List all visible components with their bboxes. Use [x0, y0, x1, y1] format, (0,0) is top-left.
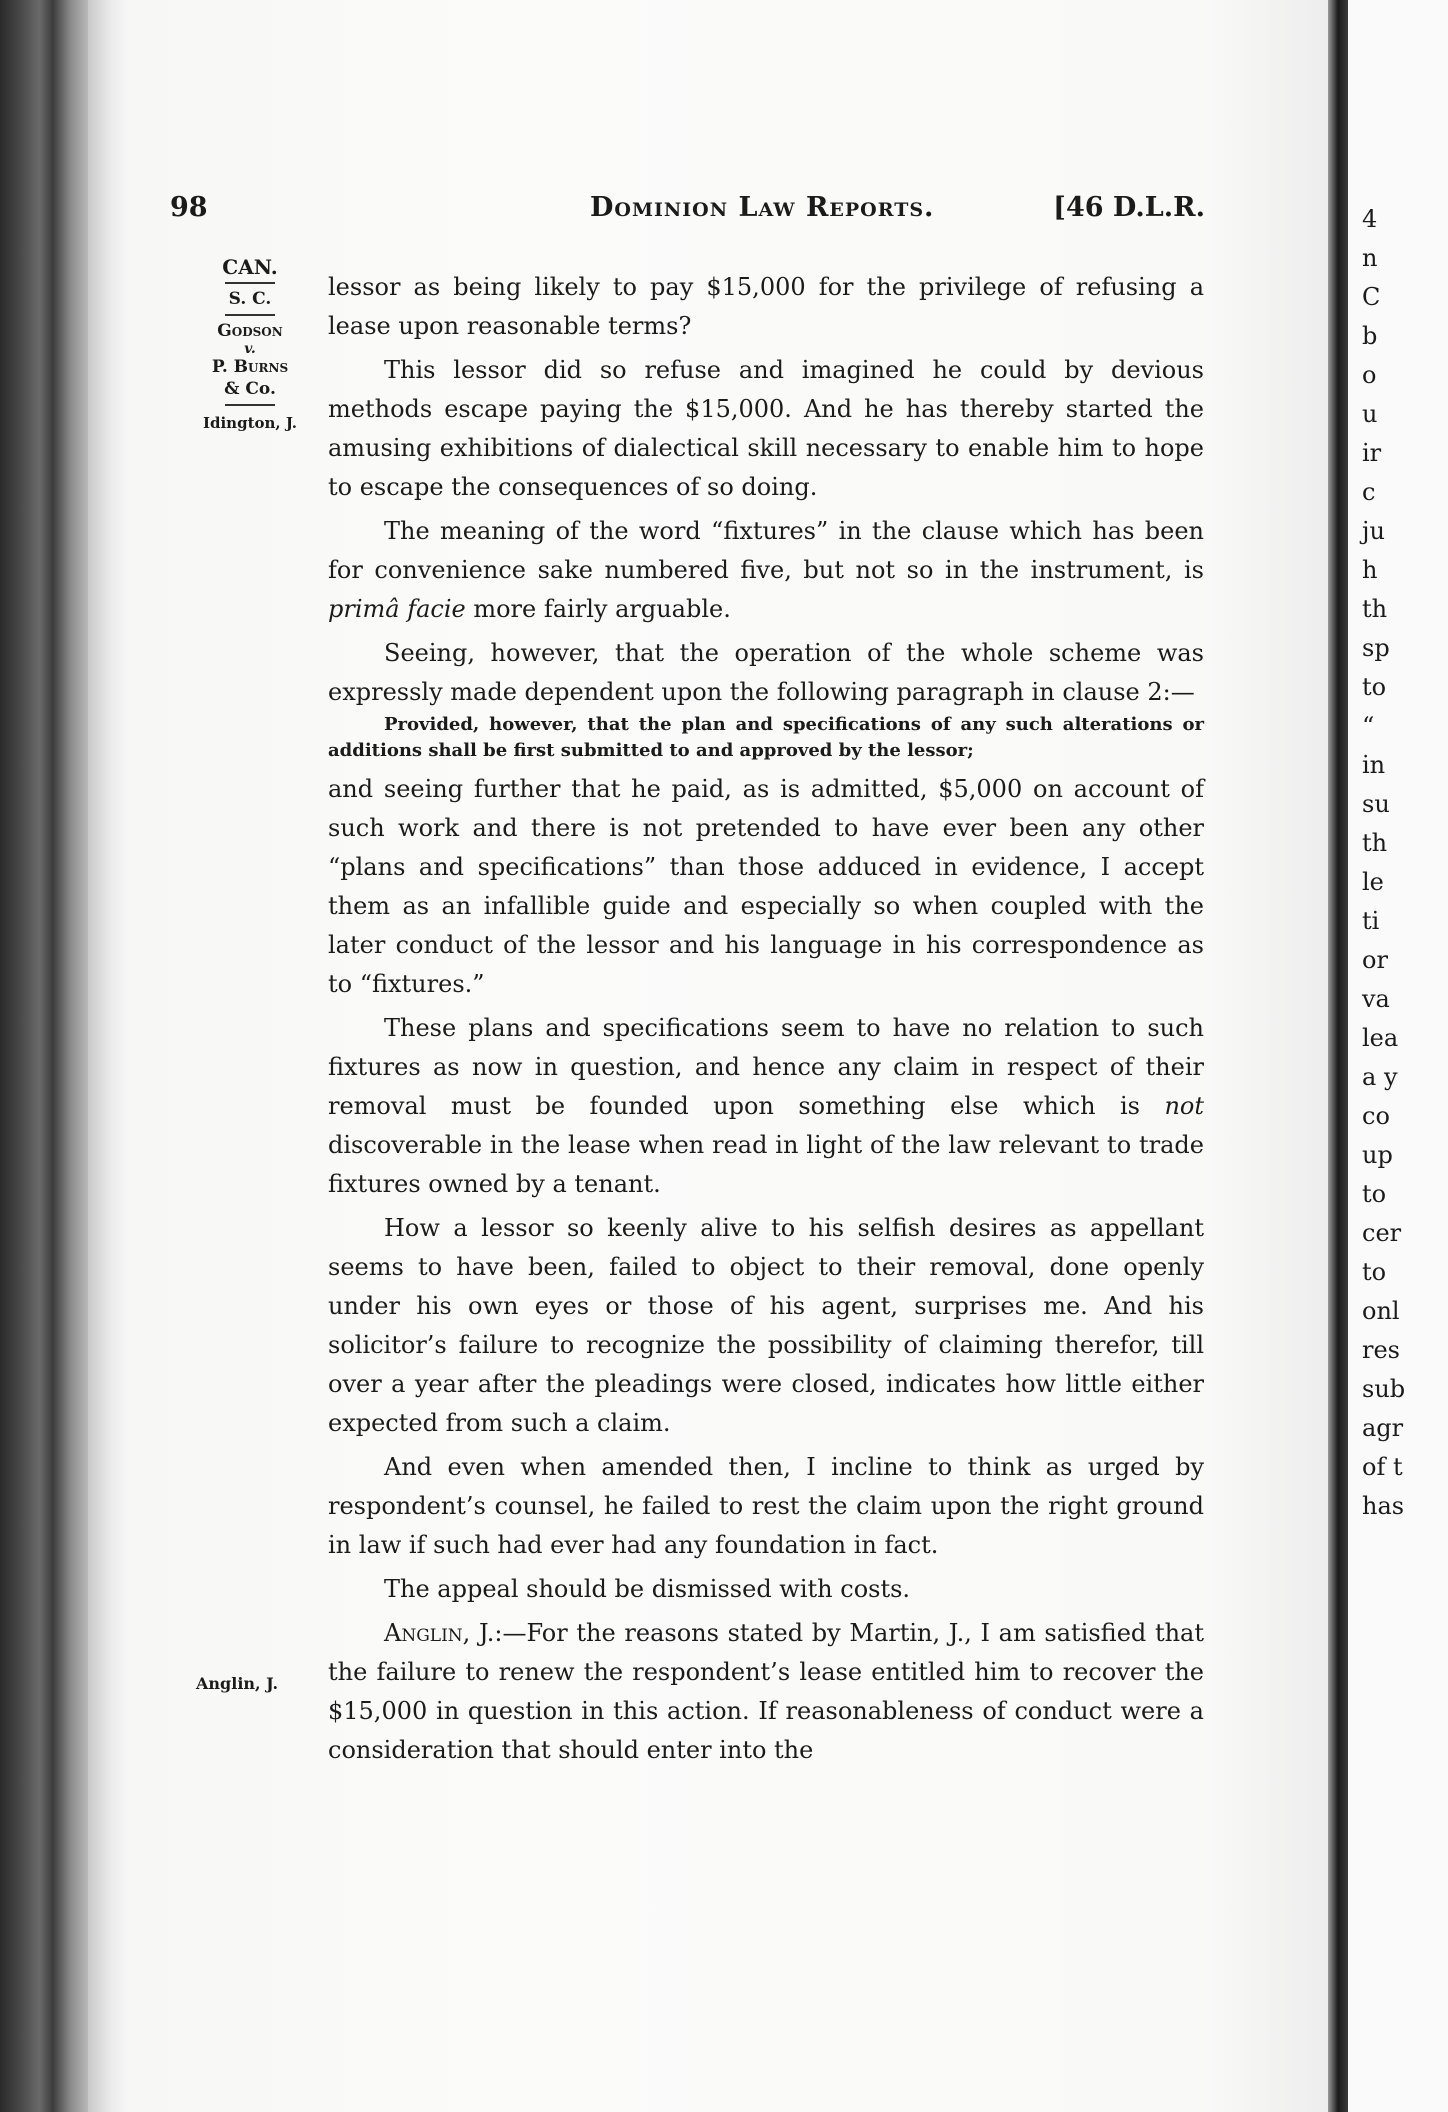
- facing-page-fragment: res: [1362, 1336, 1400, 1364]
- facing-page-fragment: “: [1362, 712, 1375, 740]
- paragraph: This lessor did so refuse and imagined he could by devious methods escape paying the $15,000. And he has thereby started the amusing exhibitions of dialectical skill necessary to enable him to hope to escape the consequences of so doing.: [328, 356, 1204, 501]
- paragraph: Seeing, however, that the operation of the whole scheme was expressly made dependent upon the following paragraph in clause 2:—: [328, 639, 1204, 706]
- paragraph: These plans and specifications seem to have no relation to such fixtures as now in question, and hence any claim in respect of their removal must be founded upon something else which is not discoverable in the lease when read in light of the law relevant to trade fixtures owned by a tenant.: [328, 1014, 1204, 1198]
- facing-page-fragment: agr: [1362, 1414, 1404, 1442]
- facing-page-fragment: u: [1362, 400, 1378, 428]
- facing-page-fragment: th: [1362, 595, 1388, 623]
- judgment-text: [328, 268, 1204, 1770]
- facing-page-fragment: sp: [1362, 634, 1390, 662]
- facing-page-fragment: n: [1362, 244, 1378, 272]
- margin-court: S. C.: [228, 289, 272, 309]
- paragraph: Anglin, J.:—For the reasons stated by Martin, J., I am satisfied that the failure to renew the respondent’s lease entitled him to recover the $15,000 in question in this action. If reasonableness of conduct were a consideration that should enter into the: [328, 1619, 1204, 1764]
- facing-page-fragment: in: [1362, 751, 1386, 779]
- paragraph: The meaning of the word “fixtures” in the clause which has been for convenience sake numbered five, but not so in the instrument, is primâ facie more fairly arguable.: [328, 517, 1204, 623]
- margin-rule: [225, 282, 275, 284]
- facing-page-fragment: th: [1362, 829, 1388, 857]
- facing-page-fragment: to: [1362, 673, 1387, 701]
- book-gutter: [1328, 0, 1348, 2112]
- facing-page-fragments: [1362, 200, 1405, 1526]
- page-number: 98: [170, 192, 208, 223]
- facing-page-fragment: c: [1362, 478, 1376, 506]
- page-curl-shadow: [88, 0, 128, 2112]
- facing-page-fragment: ju: [1362, 517, 1385, 545]
- paragraph: How a lessor so keenly alive to his selfish desires as appellant seems to have been, failed to object to their removal, done openly under his own eyes or those of his agent, surprises me. And his solicitor’s failure to recognize the possibility of claiming therefor, till over a year after the pleadings were closed, indicates how little either expected from such a claim.: [328, 1214, 1204, 1437]
- facing-page-fragment: a y: [1362, 1063, 1398, 1091]
- paragraph: lessor as being likely to pay $15,000 for the privilege of refusing a lease upon reasonable terms?: [328, 273, 1204, 340]
- margin-judge-2: Anglin, J.: [196, 1674, 279, 1693]
- facing-page-fragment: or: [1362, 946, 1388, 974]
- margin-judge: Idington, J.: [202, 414, 298, 432]
- volume-reference: [46 D.L.R.: [1053, 192, 1205, 223]
- margin-party-2a: P. Burns: [211, 357, 289, 377]
- facing-page-fragment: b: [1362, 322, 1378, 350]
- facing-page-fragment: o: [1362, 361, 1377, 389]
- facing-page-fragment: onl: [1362, 1297, 1400, 1325]
- margin-rule: [225, 314, 275, 316]
- facing-page-fragment: to: [1362, 1258, 1387, 1286]
- facing-page-fragment: le: [1362, 868, 1384, 896]
- facing-page-fragment: lea: [1362, 1024, 1399, 1052]
- facing-page-fragment: of t: [1362, 1453, 1403, 1481]
- facing-page-fragment: ir: [1362, 439, 1382, 467]
- margin-rule: [225, 404, 275, 406]
- facing-page-fragment: cer: [1362, 1219, 1402, 1247]
- block-quote: Provided, however, that the plan and specifications of any such alterations or additions shall be first submitted to and approved by the lessor;: [328, 714, 1204, 761]
- facing-page-fragment: C: [1362, 283, 1381, 311]
- paragraph: And even when amended then, I incline to think as urged by respondent’s counsel, he failed to rest the claim upon the right ground in law if such had ever had any foundation in fact.: [328, 1453, 1204, 1559]
- facing-page-fragment: va: [1362, 985, 1390, 1013]
- facing-page-fragment: 4: [1362, 205, 1378, 233]
- running-title: Dominion Law Reports.: [590, 192, 935, 223]
- paragraph: The appeal should be dismissed with costs.: [384, 1575, 911, 1603]
- facing-page-fragment: sub: [1362, 1375, 1406, 1403]
- facing-page-fragment: ti: [1362, 907, 1380, 935]
- margin-party-2b: & Co.: [224, 379, 276, 399]
- facing-page-fragment: h: [1362, 556, 1378, 584]
- paragraph: and seeing further that he paid, as is admitted, $5,000 on account of such work and there is not pretended to have ever been any other “plans and specifications” than those adduced in evidence, I accept them as an infallible guide and especially so when coupled with the later conduct of the lessor and his language in his correspondence as to “fixtures.”: [328, 775, 1204, 998]
- book-binding: [0, 0, 88, 2112]
- facing-page-fragment: has: [1362, 1492, 1405, 1520]
- facing-page-fragment: su: [1362, 790, 1390, 818]
- facing-page-fragment: co: [1362, 1102, 1390, 1130]
- facing-page-fragment: to: [1362, 1180, 1387, 1208]
- margin-notes: [180, 256, 320, 434]
- margin-versus: v.: [244, 341, 256, 357]
- margin-jurisdiction: CAN.: [222, 255, 278, 279]
- margin-party-1: Godson: [217, 321, 283, 341]
- running-head: [170, 192, 1205, 232]
- facing-page-fragment: up: [1362, 1141, 1393, 1169]
